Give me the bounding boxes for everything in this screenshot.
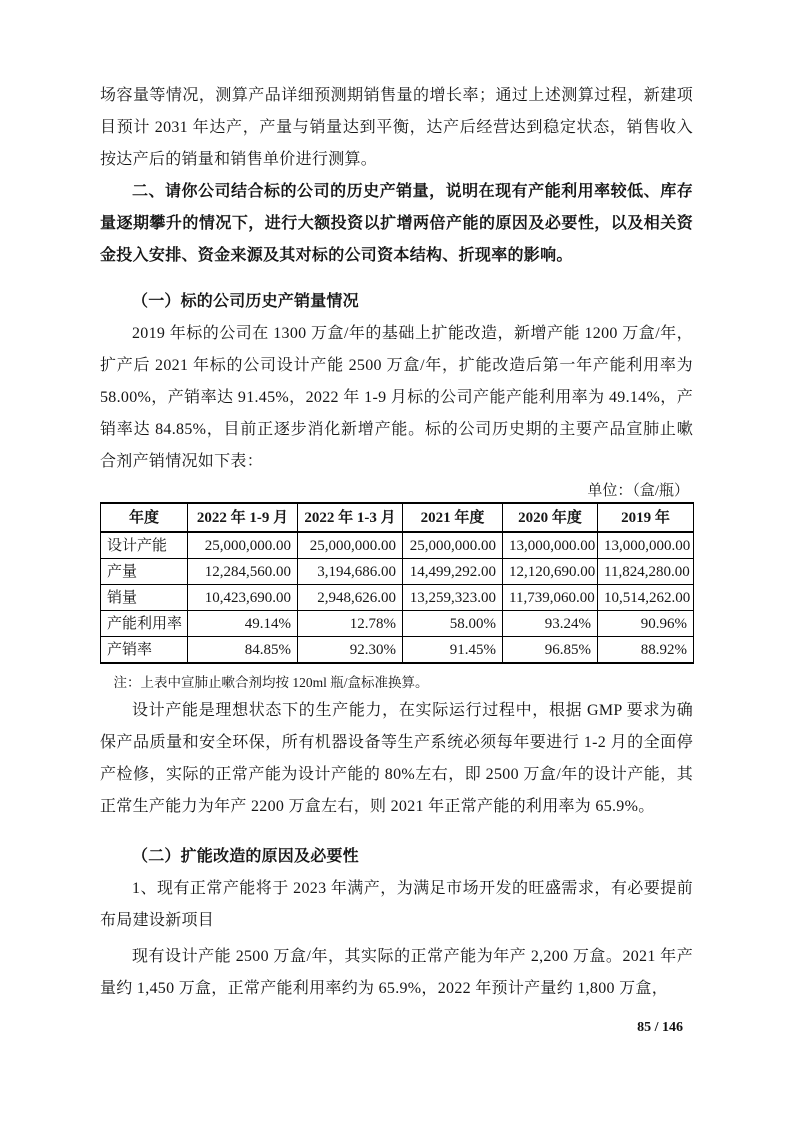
page-number: 85 / 146: [637, 1020, 683, 1035]
table-row-label: 设计产能: [101, 532, 188, 559]
table-cell: 84.85%: [188, 637, 298, 664]
table-header-cell: 2022 年 1-3 月: [298, 503, 403, 532]
table-cell: 25,000,000.00: [298, 532, 403, 559]
table-cell: 93.24%: [503, 611, 598, 637]
table-cell: 3,194,686.00: [298, 559, 403, 585]
table-cell: 25,000,000.00: [188, 532, 298, 559]
table-cell: 11,739,060.00: [503, 585, 598, 611]
table-cell: 88.92%: [598, 637, 694, 664]
paragraph-history-capacity: 2019 年标的公司在 1300 万盒/年的基础上扩能改造，新增产能 1200 万盒/年，扩产后 2021 年标的公司设计产能 2500 万盒/年，扩能改造后第一年产能利用率为 58.00%，产销率达 91.45%，2022 年 1-9 月标的公司产能产能利用率为 49.14%，产销率达 84.85%，目前正逐步消化新增产能。标的公司历史期的主要产品宣肺止嗽合剂产销情况如下表：: [100, 325, 693, 470]
paragraph-design-capacity: 设计产能是理想状态下的生产能力，在实际运行过程中，根据 GMP 要求为确保产品质量和安全环保，所有机器设备等生产系统必须每年要进行 1-2 月的全面停产检修，实际的正常产能为设计产能的 80%左右，即 2500 万盒/年的设计产能，其正常生产能力为年产 2200 万盒左右，则 2021 年正常产能的利用率为 65.9%。: [100, 702, 693, 815]
section-2-heading: （二）扩能改造的原因及必要性: [132, 848, 359, 865]
table-header-cell: 2020 年度: [503, 503, 598, 532]
table-cell: 96.85%: [503, 637, 598, 664]
table-cell: 13,000,000.00: [598, 532, 694, 559]
table-row: [101, 585, 694, 611]
table-cell: 13,259,323.00: [403, 585, 503, 611]
table-cell: 90.96%: [598, 611, 694, 637]
page-content: [100, 80, 693, 1005]
table-cell: 49.14%: [188, 611, 298, 637]
table-header-row: [101, 503, 694, 532]
table-cell: 13,000,000.00: [503, 532, 598, 559]
section-1-heading: （一）标的公司历史产销量情况: [132, 293, 359, 310]
table-cell: 11,824,280.00: [598, 559, 694, 585]
table-cell: 12.78%: [298, 611, 403, 637]
table-cell: 91.45%: [403, 637, 503, 664]
table-header-cell: 2021 年度: [403, 503, 503, 532]
table-header-cell: 2019 年: [598, 503, 694, 532]
paragraph-current-capacity: 现有设计产能 2500 万盒/年，其实际的正常产能为年产 2,200 万盒。2021 年产量约 1,450 万盒，正常产能利用率约为 65.9%，2022 年预计产量约 1,800 万盒，: [100, 948, 693, 997]
table-row: [101, 532, 694, 559]
paragraph-continuation: 场容量等情况，测算产品详细预测期销售量的增长率；通过上述测算过程，新建项目预计 2031 年达产，产量与销量达到平衡，达产后经营达到稳定状态，销售收入按达产后的销量和销售单价进行测算。: [100, 87, 693, 168]
table-cell: 10,514,262.00: [598, 585, 694, 611]
question-paragraph: 二、请你公司结合标的公司的历史产销量，说明在现有产能利用率较低、库存量逐期攀升的情况下，进行大额投资以扩增两倍产能的原因及必要性，以及相关资金投入安排、资金来源及其对标的公司资本结构、折现率的影响。: [100, 183, 693, 264]
table-header-cell: 2022 年 1-9 月: [188, 503, 298, 532]
table-row: [101, 559, 694, 585]
table-unit-label: 单位：（盒/瓶）: [587, 483, 689, 499]
table-cell: 14,499,292.00: [403, 559, 503, 585]
table-header-cell: 年度: [101, 503, 188, 532]
table-cell: 12,120,690.00: [503, 559, 598, 585]
table-cell: 12,284,560.00: [188, 559, 298, 585]
table-cell: 2,948,626.00: [298, 585, 403, 611]
production-sales-table: [100, 502, 694, 664]
table-cell: 92.30%: [298, 637, 403, 664]
table-row-label: 产能利用率: [101, 611, 188, 637]
table-cell: 58.00%: [403, 611, 503, 637]
paragraph-reason-1: 1、现有正常产能将于 2023 年满产，为满足市场开发的旺盛需求，有必要提前布局建设新项目: [100, 880, 693, 929]
table-row-label: 产销率: [101, 637, 188, 664]
table-note: 注：上表中宣肺止嗽合剂均按 120ml 瓶/盒标准换算。: [113, 675, 429, 690]
table-row: [101, 637, 694, 664]
table-row-label: 销量: [101, 585, 188, 611]
table-row: [101, 611, 694, 637]
table-cell: 10,423,690.00: [188, 585, 298, 611]
table-cell: 25,000,000.00: [403, 532, 503, 559]
table-row-label: 产量: [101, 559, 188, 585]
